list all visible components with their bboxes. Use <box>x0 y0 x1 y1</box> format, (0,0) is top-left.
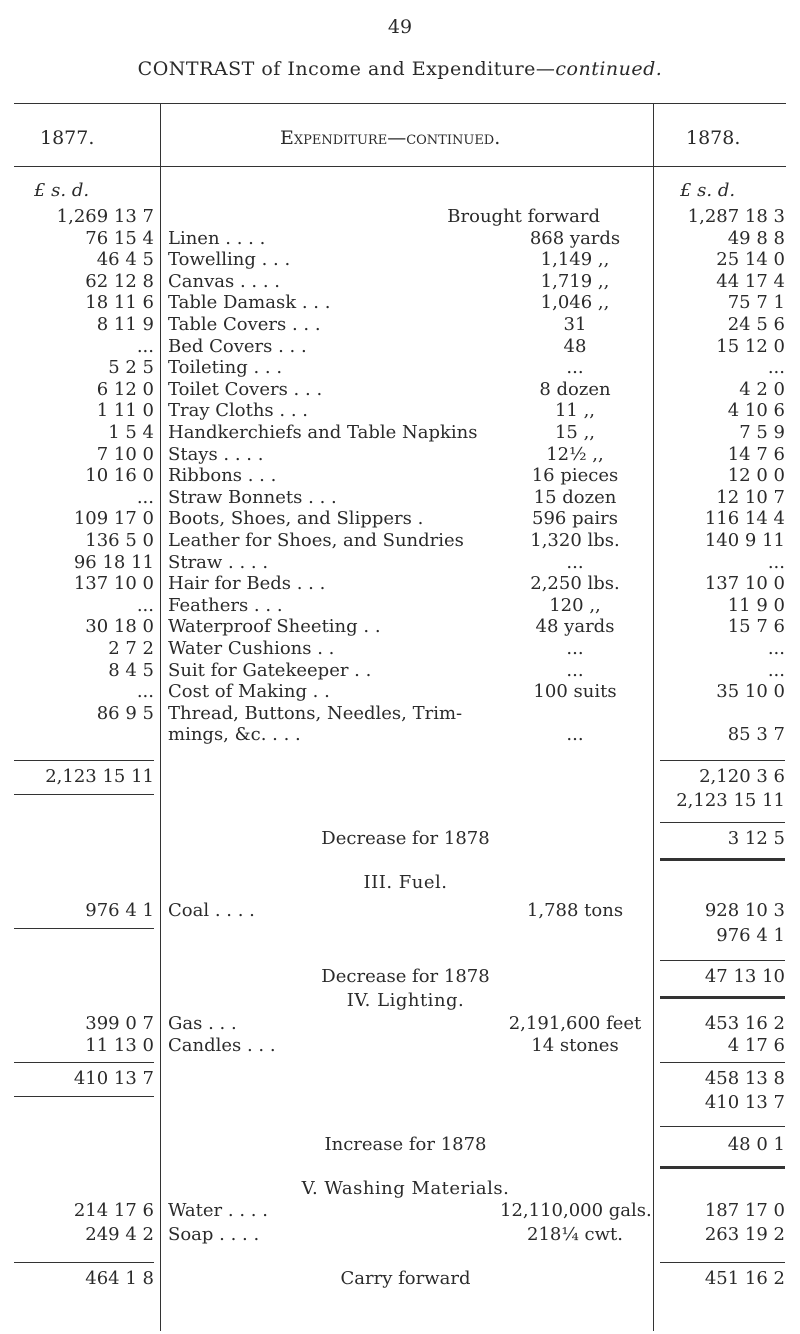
item-description: Waterproof Sheeting . . <box>168 616 381 638</box>
lighting-diff-label: Increase for 1878 <box>324 1134 487 1155</box>
amount-1878: 11 9 0 <box>727 594 785 616</box>
table-row <box>0 336 800 358</box>
amount-1877: ... <box>136 594 154 616</box>
item-description: Towelling . . . <box>168 249 291 271</box>
amount-1877: 137 10 0 <box>73 573 154 595</box>
item-description: Water . . . . <box>168 1200 268 1221</box>
item-description: Hair for Beds . . . <box>168 573 326 595</box>
table-row <box>0 638 800 660</box>
amount-1877: 7 10 0 <box>96 443 154 465</box>
lighting-top-rule <box>660 996 785 999</box>
amount-1877: 62 12 8 <box>85 270 154 292</box>
item-description: Candles . . . <box>168 1035 276 1056</box>
amount-1877: 96 18 11 <box>73 551 154 573</box>
lighting-right-total: 458 13 8 <box>704 1068 785 1089</box>
item-quantity: 100 suits <box>533 681 617 703</box>
table-row <box>0 487 800 509</box>
amount-1878: 7 5 9 <box>739 422 785 443</box>
lighting-prev-value: 410 13 7 <box>704 1092 785 1113</box>
item-quantity: 1,149 ,, <box>540 249 610 271</box>
item-description: Suit for Gatekeeper . . <box>168 659 372 681</box>
item-description: Canvas . . . . <box>168 270 281 292</box>
header-rule <box>14 166 786 167</box>
item-quantity: 1,719 ,, <box>540 270 610 292</box>
item-description: Toilet Covers . . . <box>168 378 323 400</box>
table-row <box>0 379 800 401</box>
table-row <box>0 508 800 530</box>
amount-1877: 1 11 0 <box>96 400 154 422</box>
page-title-continued: continued. <box>555 58 663 80</box>
washing-heading: V. Washing Materials. <box>301 1178 510 1199</box>
lighting-right-rule <box>660 1062 785 1063</box>
clothing-diff-end-rule <box>660 858 785 861</box>
amount-1877: 5 2 5 <box>108 357 154 379</box>
item-quantity: 1,320 lbs. <box>530 530 620 551</box>
left-units: £ s. d. <box>34 180 90 201</box>
table-row <box>0 357 800 379</box>
amount-1877: 136 5 0 <box>85 530 154 551</box>
table-row <box>0 465 800 487</box>
amount-1877: 1,269 13 7 <box>56 206 154 227</box>
item-description: Ribbons . . . <box>168 465 277 487</box>
amount-1878: 453 16 2 <box>704 1013 785 1034</box>
item-description: Straw Bonnets . . . <box>168 486 337 508</box>
washing-item-row <box>0 1224 800 1246</box>
amount-1877: 10 16 0 <box>85 465 154 487</box>
item-description: Stays . . . . <box>168 443 264 465</box>
item-description: Toileting . . . <box>168 357 283 379</box>
lighting-total-row <box>0 1068 800 1090</box>
table-row <box>0 292 800 314</box>
item-quantity: ... <box>566 551 584 573</box>
fuel-heading-row <box>0 872 800 894</box>
fuel-diff-rule <box>660 960 785 961</box>
item-quantity: 14 stones <box>531 1035 619 1056</box>
amount-1877: 76 15 4 <box>85 227 154 249</box>
amount-1877: 249 4 2 <box>85 1224 154 1245</box>
clothing-total-row <box>0 766 800 788</box>
table-row <box>0 400 800 422</box>
lighting-diff-row <box>0 1134 800 1156</box>
item-quantity: 1,046 ,, <box>540 292 610 314</box>
table-row <box>0 444 800 466</box>
item-description: Gas . . . <box>168 1013 237 1034</box>
washing-item-row <box>0 1200 800 1222</box>
lighting-prev-row <box>0 1092 800 1114</box>
clothing-right-total-1877: 2,123 15 11 <box>676 790 785 811</box>
page-title <box>0 58 800 80</box>
item-quantity: 15 dozen <box>533 486 617 508</box>
item-quantity: 31 <box>563 314 587 335</box>
amount-1878: 4 17 6 <box>727 1035 785 1056</box>
fuel-prev-row <box>0 925 800 947</box>
header-right-year: 1878. <box>686 127 741 149</box>
table-row <box>0 422 800 444</box>
table-row <box>0 724 800 746</box>
fuel-diff-row <box>0 966 800 988</box>
item-quantity: 16 pieces <box>531 465 619 487</box>
item-quantity: 12½ ,, <box>546 443 604 465</box>
amount-1877: 46 4 5 <box>96 249 154 271</box>
item-description: Boots, Shoes, and Slippers . <box>168 508 424 530</box>
carry-forward-label: Carry forward <box>340 1268 471 1289</box>
table-row <box>0 703 800 725</box>
lighting-diff-end-rule <box>660 1166 785 1169</box>
washing-total-row <box>0 1268 800 1290</box>
washing-left-total: 464 1 8 <box>85 1268 154 1289</box>
page-number: 49 <box>387 16 413 38</box>
amount-1878: 35 10 0 <box>716 681 785 703</box>
fuel-coal-desc: Coal . . . . <box>168 900 255 921</box>
item-quantity: 48 yards <box>535 616 615 638</box>
table-row <box>0 660 800 682</box>
item-description: Thread, Buttons, Needles, Trim- <box>168 702 463 724</box>
table-row <box>0 314 800 336</box>
amount-1877: ... <box>136 681 154 703</box>
item-description: Leather for Shoes, and Sundries <box>168 530 464 551</box>
item-quantity: 2,191,600 feet <box>508 1013 642 1034</box>
amount-1877: 8 4 5 <box>108 659 154 681</box>
washing-left-rule <box>14 1262 154 1263</box>
item-quantity: 12,110,000 gals. <box>500 1200 652 1221</box>
amount-1878: ... <box>767 357 785 379</box>
table-row <box>0 249 800 271</box>
item-description: Soap . . . . <box>168 1224 260 1245</box>
clothing-right-total-rule <box>660 760 785 761</box>
lighting-item-row <box>0 1035 800 1057</box>
table-row <box>0 206 800 228</box>
table-row <box>0 616 800 638</box>
amount-1878: 12 10 7 <box>716 486 785 508</box>
item-quantity: 596 pairs <box>532 508 618 530</box>
clothing-diff-value: 3 12 5 <box>727 828 785 849</box>
lighting-diff-rule <box>660 1126 785 1127</box>
table-row <box>0 530 800 552</box>
lighting-left-total: 410 13 7 <box>73 1068 154 1089</box>
item-description: Straw . . . . <box>168 551 269 573</box>
brought-forward-label: Brought forward <box>447 206 600 227</box>
amount-1878: ... <box>767 638 785 659</box>
right-units: £ s. d. <box>680 180 736 201</box>
item-description: Feathers . . . <box>168 594 283 616</box>
amount-1877: 2 7 2 <box>108 638 154 659</box>
fuel-prev-value: 976 4 1 <box>716 925 785 946</box>
item-quantity: ... <box>566 724 584 746</box>
amount-1878: 263 19 2 <box>704 1224 785 1245</box>
amount-1878: 24 5 6 <box>727 314 785 335</box>
amount-1877: ... <box>136 486 154 508</box>
amount-1878: 1,287 18 3 <box>687 206 785 227</box>
amount-1878: ... <box>767 659 785 681</box>
amount-1878: 25 14 0 <box>716 249 785 271</box>
amount-1877: 18 11 6 <box>85 292 154 314</box>
fuel-coal-row <box>0 900 800 922</box>
item-description: Handkerchiefs and Table Napkins <box>168 422 478 443</box>
table-row <box>0 228 800 250</box>
amount-1877: 8 11 9 <box>96 314 154 335</box>
amount-1877: 11 13 0 <box>85 1035 154 1056</box>
lighting-heading: IV. Lighting. <box>346 990 465 1011</box>
lighting-left-rule <box>14 1062 154 1063</box>
amount-1878: 75 7 1 <box>727 292 785 314</box>
amount-1878: 15 7 6 <box>727 616 785 638</box>
amount-1877: 1 5 4 <box>108 422 154 443</box>
fuel-coal-1877: 976 4 1 <box>85 900 154 921</box>
lighting-diff-value: 48 0 1 <box>727 1134 785 1155</box>
item-quantity: 120 ,, <box>549 594 601 616</box>
amount-1878: 140 9 11 <box>704 530 785 551</box>
item-description: Linen . . . . <box>168 227 266 249</box>
amount-1878: 14 7 6 <box>727 443 785 465</box>
item-description: Tray Cloths . . . <box>168 400 308 422</box>
header-left-year: 1877. <box>40 127 95 149</box>
page-title-main: CONTRAST of Income and Expenditure— <box>137 58 556 80</box>
amount-1877: 30 18 0 <box>85 616 154 638</box>
washing-right-total: 451 16 2 <box>704 1268 785 1289</box>
table-row <box>0 573 800 595</box>
item-description: Table Covers . . . <box>168 314 321 335</box>
item-quantity: 48 <box>563 335 587 357</box>
item-quantity: 2,250 lbs. <box>530 573 620 595</box>
item-description: Water Cushions . . <box>168 638 335 659</box>
clothing-left-double-rule <box>14 794 154 795</box>
amount-1877: 109 17 0 <box>73 508 154 530</box>
item-description: mings, &c. . . . <box>168 724 301 746</box>
table-row <box>0 552 800 574</box>
item-description: Table Damask . . . <box>168 292 331 314</box>
clothing-diff-row <box>0 828 800 850</box>
washing-right-rule <box>660 1262 785 1263</box>
amount-1878: 12 0 0 <box>727 465 785 487</box>
item-quantity: 15 ,, <box>554 422 596 443</box>
item-quantity: 868 yards <box>529 227 621 249</box>
amount-1878: 15 12 0 <box>716 335 785 357</box>
item-quantity: 11 ,, <box>554 400 596 422</box>
amount-1877: 6 12 0 <box>96 378 154 400</box>
item-quantity: 218¼ cwt. <box>527 1224 623 1245</box>
fuel-diff-label: Decrease for 1878 <box>321 966 490 987</box>
amount-1878: ... <box>767 551 785 573</box>
header-middle: Expenditure—continued. <box>280 127 501 149</box>
item-quantity: ... <box>566 638 584 659</box>
clothing-left-total: 2,123 15 11 <box>45 766 154 787</box>
clothing-diff-label: Decrease for 1878 <box>321 828 490 849</box>
item-description: Cost of Making . . <box>168 681 330 703</box>
clothing-diff-rule <box>660 822 785 823</box>
lighting-item-row <box>0 1013 800 1035</box>
amount-1878: 137 10 0 <box>704 573 785 595</box>
amount-1878: 187 17 0 <box>704 1200 785 1221</box>
amount-1877: 86 9 5 <box>96 702 154 724</box>
table-row <box>0 271 800 293</box>
item-description: Bed Covers . . . <box>168 335 307 357</box>
amount-1878: 4 10 6 <box>727 400 785 422</box>
table-row <box>0 681 800 703</box>
clothing-right-total-1878: 2,120 3 6 <box>699 766 785 787</box>
fuel-heading: III. Fuel. <box>363 872 448 893</box>
amount-1877: ... <box>136 335 154 357</box>
top-rule <box>14 103 786 104</box>
amount-1878: 44 17 4 <box>716 270 785 292</box>
amount-1877: 214 17 6 <box>73 1200 154 1221</box>
washing-heading-row <box>0 1178 800 1200</box>
amount-1878: 49 8 8 <box>727 227 785 249</box>
item-quantity: ... <box>566 357 584 379</box>
fuel-coal-1878: 928 10 3 <box>704 900 785 921</box>
item-quantity: ... <box>566 659 584 681</box>
fuel-diff-value: 47 13 10 <box>704 966 785 987</box>
fuel-coal-qty: 1,788 tons <box>526 900 624 921</box>
amount-1878: 116 14 4 <box>704 508 785 530</box>
amount-1878: 4 2 0 <box>739 378 785 400</box>
amount-1878: 85 3 7 <box>727 724 785 746</box>
clothing-left-total-rule <box>14 760 154 761</box>
amount-1877: 399 0 7 <box>85 1013 154 1034</box>
table-row <box>0 595 800 617</box>
item-quantity: 8 dozen <box>539 378 611 400</box>
lighting-heading-row <box>0 990 800 1012</box>
